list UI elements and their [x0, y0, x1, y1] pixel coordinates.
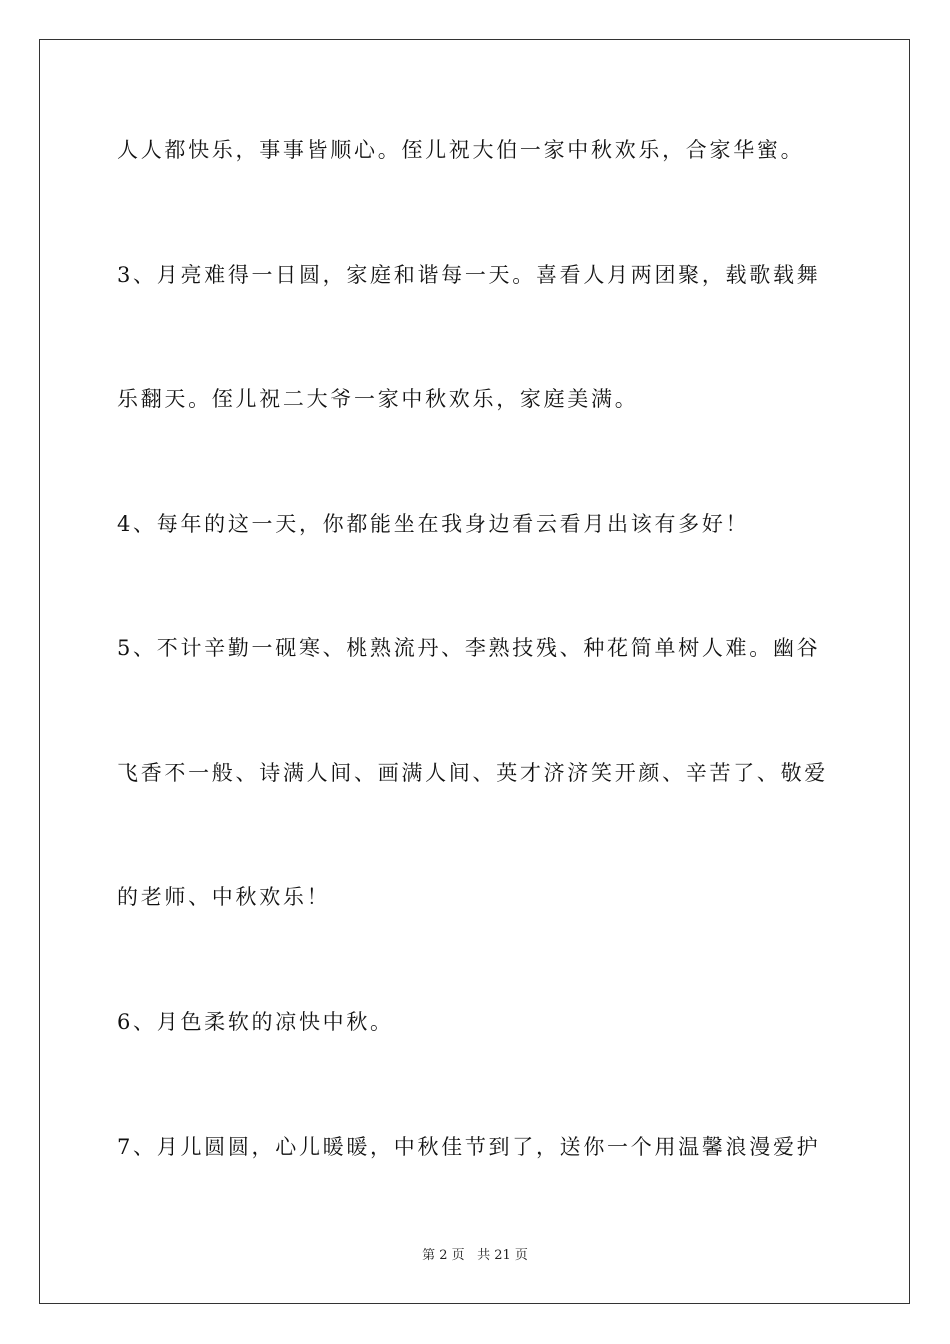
page-footer — [0, 1249, 950, 1262]
text-line-8: 6、月色柔软的凉快中秋。 — [117, 1010, 394, 1034]
total-pages: 共 21 页 — [477, 1248, 528, 1263]
text-line-1: 人人都快乐，事事皆顺心。侄儿祝大伯一家中秋欢乐，合家华蜜。 — [117, 138, 805, 162]
text-line-5: 5、不计辛勤一砚寒、桃熟流丹、李熟技残、种花简单树人难。幽谷 — [117, 636, 821, 660]
page-border — [39, 39, 910, 1304]
text-line-6: 飞香不一般、诗满人间、画满人间、英才济济笑开颜、辛苦了、敬爱 — [117, 761, 828, 785]
text-line-7: 的老师、中秋欢乐！ — [117, 885, 331, 909]
text-line-4: 4、每年的这一天，你都能坐在我身边看云看月出该有多好！ — [117, 512, 750, 536]
text-line-9: 7、月儿圆圆，心儿暖暖，中秋佳节到了，送你一个用温馨浪漫爱护 — [117, 1135, 821, 1159]
text-line-3: 乐翻天。侄儿祝二大爷一家中秋欢乐，家庭美满。 — [117, 387, 639, 411]
page-number: 第 2 页 — [422, 1248, 465, 1263]
text-line-2: 3、月亮难得一日圆，家庭和谐每一天。喜看人月两团聚，载歌载舞 — [117, 263, 821, 287]
